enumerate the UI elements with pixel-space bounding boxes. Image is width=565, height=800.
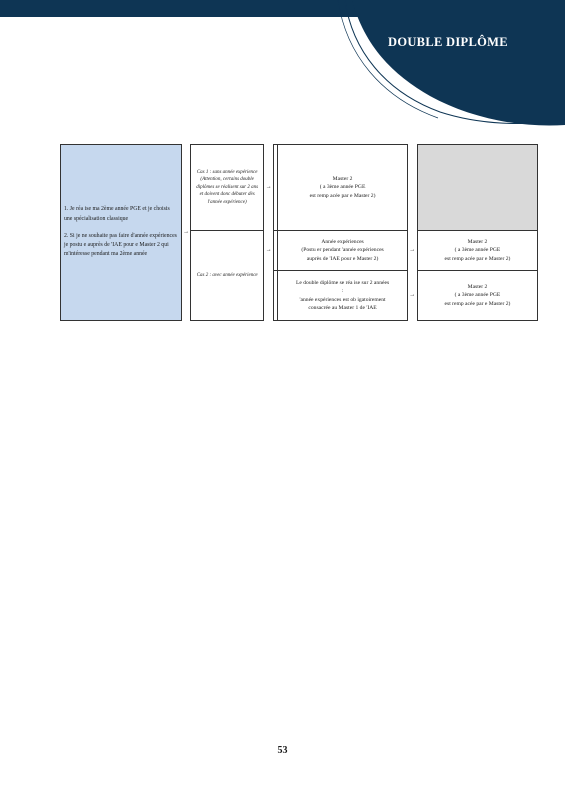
master2-detail: ( a 3ème année PGE — [454, 247, 501, 254]
master2-detail: est remp acée par e Master 2) — [444, 255, 511, 262]
page-title: DOUBLE DIPLÔME — [388, 35, 508, 49]
double-diploma-text: consacrée au Master 1 de 'IAE — [308, 304, 377, 311]
master2-detail: ( a 3ème année PGE — [319, 184, 366, 191]
double-diploma-text: : — [341, 288, 344, 295]
arrow: → — [409, 247, 416, 254]
annee-experience-detail: (Postu er pendant 'année expériences — [301, 247, 384, 254]
arrow: → — [264, 231, 274, 271]
master2-label: Master 2 — [332, 176, 353, 183]
arrow: → — [409, 292, 416, 299]
annee-experience-cell — [278, 231, 407, 271]
master2-detail: est remp acée par e Master 2) — [444, 300, 511, 307]
master2-cell-c — [417, 271, 537, 321]
annee-experience-label: Année expériences — [321, 239, 364, 246]
master2-detail: est remp acée par e Master 2) — [309, 192, 376, 199]
master2-label: Master 2 — [467, 239, 488, 246]
annee-experience-detail: auprès de 'IAE pour e Master 2) — [306, 255, 379, 262]
master2-detail: ( a 3ème année PGE — [454, 292, 501, 299]
double-diploma-table — [60, 144, 538, 321]
header-swoosh-shape — [0, 0, 565, 130]
pge-path-step-1: 1. Je réa ise ma 2ème année PGE et je choisis une spécialisation classique — [64, 206, 170, 222]
arrow: → — [264, 145, 274, 231]
arrow: → — [183, 229, 190, 236]
case-1-cell: Cas 1 : sans année expérience (Attention, certains double diplômes se réalisent sur 2 ans et doivent donc débuter dès l'année expérience) — [191, 145, 264, 231]
master2-cell-b — [417, 231, 537, 271]
pge-path-step-2: 2. Si je ne souhaite pas faire d'année expériences je postu e auprès de 'IAE pour e Master 2 qui m'intéresse pendant ma 2ème année — [64, 232, 177, 258]
master2-cell-a — [278, 145, 407, 231]
page-number: 53 — [277, 745, 288, 756]
double-diploma-text: 'année expériences est ob igatoirement — [299, 296, 386, 303]
double-diploma-cell — [278, 271, 407, 321]
case-2-cell: Cas 2 : avec année expérience — [191, 231, 264, 321]
master2-label: Master 2 — [467, 284, 488, 291]
arrow-cell — [264, 271, 274, 321]
double-diploma-text: Le double diplôme se réa ise sur 2 années — [295, 280, 390, 287]
pge-path-cell — [61, 145, 182, 321]
empty-gray-cell — [417, 145, 537, 231]
arrow-cell — [407, 145, 417, 231]
